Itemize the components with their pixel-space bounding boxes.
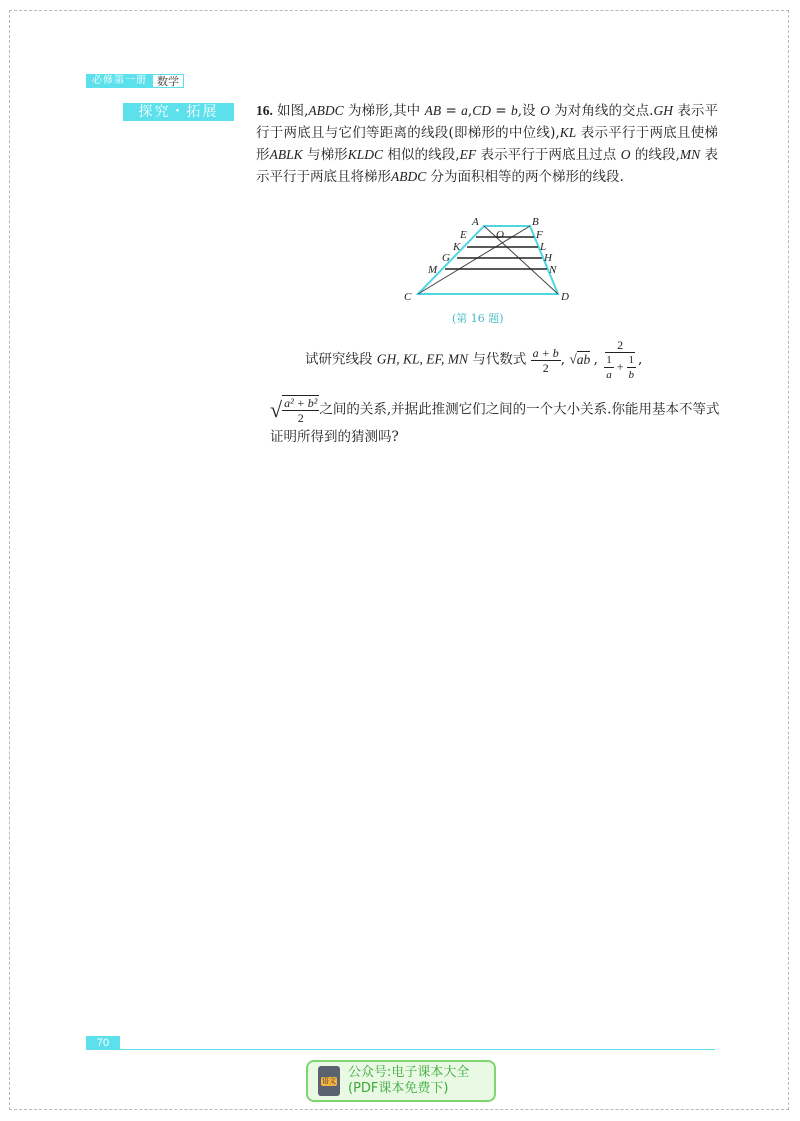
figure-caption: (第 16 题) <box>452 312 504 325</box>
promo-badge <box>306 1060 496 1102</box>
label-h: H <box>544 252 552 264</box>
expr-arithmetic-mean: $\frac{a + b}{2}$ <box>532 345 559 375</box>
question-text-run: ABDC <box>391 169 427 184</box>
question-text-run: = <box>441 103 462 119</box>
question-tail <box>270 395 720 449</box>
question-16 <box>256 100 718 188</box>
question-text-run: 表示平行于两底且过点 <box>476 147 621 163</box>
trapezoid-figure <box>400 216 580 306</box>
label-c: C <box>404 291 412 303</box>
question-text-run: a <box>461 103 468 118</box>
question-text-run: 的线段, <box>630 147 680 163</box>
question-text-run: 表示平行于两底且将梯形 <box>256 147 718 185</box>
book-icon: 语文 <box>318 1066 340 1096</box>
research-prefix: 试研究线段 <box>305 351 377 368</box>
question-text-run: O <box>540 103 550 118</box>
footer-rule <box>120 1049 715 1050</box>
question-text-run: 如图, <box>276 103 309 119</box>
question-number: 16. <box>256 103 273 118</box>
question-text-run: 表示平行于两底且使梯形 <box>256 125 718 163</box>
promo-line-1: 公众号:电子课本大全 <box>348 1065 470 1080</box>
label-f: F <box>536 229 543 241</box>
question-text-run: , <box>467 103 473 119</box>
expr-geometric-mean: √ab <box>569 351 591 367</box>
question-paragraph <box>256 100 718 188</box>
question-text-run: CD <box>472 103 491 118</box>
question-text-run: MN <box>679 147 701 162</box>
label-e: E <box>460 229 467 241</box>
page-header <box>86 74 184 88</box>
question-text-run: ABDC <box>308 103 344 118</box>
section-tag: 探究・拓展 <box>123 103 234 121</box>
label-b: B <box>532 216 539 228</box>
label-k: K <box>453 241 461 253</box>
question-text-run: AB <box>424 103 442 118</box>
research-segments: GH, KL, EF, MN <box>376 351 469 367</box>
question-text-run: 为梯形,其中 <box>343 103 425 119</box>
question-text-run: 与梯形 <box>302 147 348 163</box>
label-m: M <box>428 264 438 276</box>
page-number: 70 <box>86 1036 120 1050</box>
research-line: 试研究线段 GH, KL, EF, MN 与代数式 $\frac{a + b}{2}$ , √ab , 2 $\frac{1}{a}$ + $\frac{1}{b}$ , <box>305 338 643 381</box>
subject-label: 数学 <box>153 74 184 88</box>
question-tail-text: 之间的关系,并据此推测它们之间的一个大小关系.你能用基本不等式证明所得到的猜测吗? <box>270 401 720 445</box>
label-a: A <box>472 216 479 228</box>
question-text-run: b <box>511 103 518 118</box>
label-l: L <box>540 241 547 253</box>
question-text-run: 为对角线的交点. <box>549 103 654 119</box>
question-text-run: EF <box>459 147 477 162</box>
research-mid: 与代数式 <box>468 351 531 368</box>
question-text <box>256 103 718 185</box>
expr-harmonic-mean: 2 $\frac{1}{a}$ + $\frac{1}{b}$ <box>606 338 635 381</box>
label-g: G <box>442 252 450 264</box>
question-text-run: ,设 <box>517 103 541 119</box>
label-n: N <box>549 264 557 276</box>
question-text-run: KL <box>559 125 577 140</box>
label-o: O <box>496 229 504 241</box>
question-text-run: KLDC <box>347 147 384 162</box>
question-text-run: = <box>490 103 511 119</box>
label-d: D <box>561 291 569 303</box>
question-text-run: 分为面积相等的两个梯形的线段. <box>426 169 624 185</box>
question-text-run: ABLK <box>269 147 303 162</box>
question-text-run: GH <box>653 103 673 118</box>
expr-quadratic-mean: √ $\frac{\text{a² + b²}}{2}$ <box>270 396 318 425</box>
question-text-run: 表示平行于两底且与它们等距离的线段(即梯形的中位线), <box>256 103 718 141</box>
question-text-run: 相似的线段, <box>383 147 460 163</box>
question-text-run: O <box>620 147 631 162</box>
book-title: 必修第一册 <box>86 74 153 88</box>
promo-line-2: (PDF课本免费下) <box>348 1081 449 1096</box>
